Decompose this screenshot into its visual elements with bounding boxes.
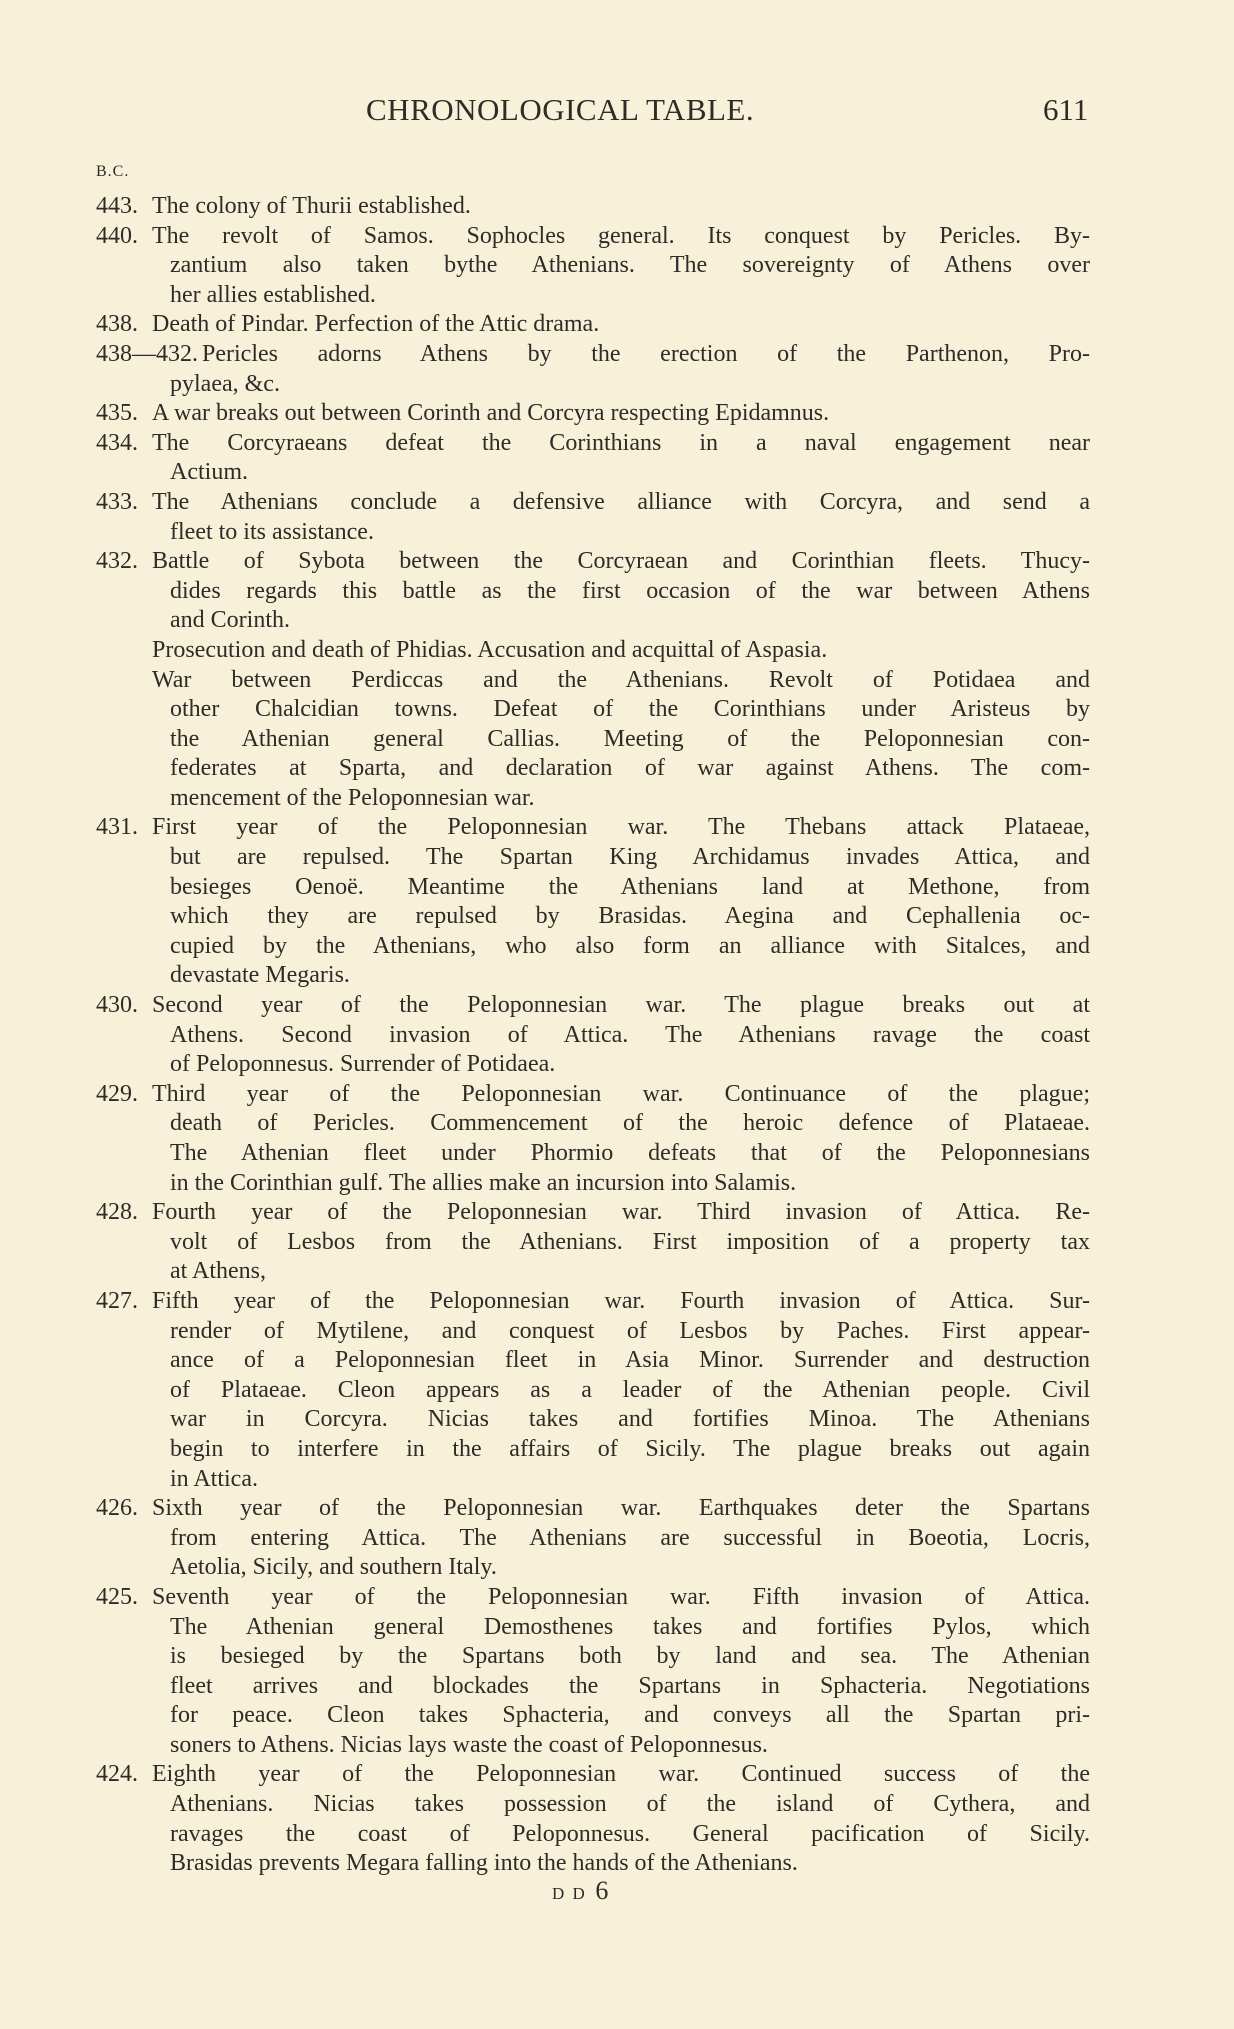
chronology-entry: [96, 1583, 1090, 1761]
entry-year: 431.: [96, 814, 138, 841]
entry-text: Pericles adorns Athens by the erection of the Parthenon, Pro-: [202, 340, 1090, 367]
chronology-entry: [96, 192, 1090, 222]
entry-text: her allies established.: [170, 281, 376, 308]
entry-line: [96, 932, 1090, 962]
entry-line: [96, 1228, 1090, 1258]
entry-year: 438.: [96, 311, 138, 338]
chronology-entry: [96, 310, 1090, 340]
entry-text: Actium.: [170, 459, 248, 486]
chronology-entry: [96, 547, 1090, 636]
entry-text: dides regards this battle as the first occasion of the war between Athens: [170, 577, 1090, 604]
entry-line: [96, 1849, 1090, 1879]
entry-line: [96, 547, 1090, 577]
entry-text: Third year of the Peloponnesian war. Continuance of the plague;: [152, 1080, 1090, 1107]
entry-text: zantium also taken bythe Athenians. The sovereignty of Athens over: [170, 252, 1090, 279]
entry-text: from entering Attica. The Athenians are successful in Boeotia, Locris,: [170, 1524, 1090, 1551]
entry-year: 438—432.: [96, 340, 198, 367]
entry-text: of Peloponnesus. Surrender of Potidaea.: [170, 1051, 556, 1078]
entry-year: 428.: [96, 1199, 138, 1226]
entry-line: [96, 961, 1090, 991]
entry-line: [96, 725, 1090, 755]
entry-line: [96, 222, 1090, 252]
entry-text: but are repulsed. The Spartan King Archidamus invades Attica, and: [170, 844, 1090, 871]
entry-line: [96, 370, 1090, 400]
entry-text: the Athenian general Callias. Meeting of the Peloponnesian con-: [170, 725, 1090, 752]
entry-line: [96, 1257, 1090, 1287]
entry-text: is besieged by the Spartans both by land and sea. The Athenian: [170, 1643, 1090, 1670]
entry-line: [96, 1198, 1090, 1228]
entry-text: of Plataeae. Cleon appears as a leader of the Athenian people. Civil: [170, 1376, 1090, 1403]
entry-text: federates at Sparta, and declaration of war against Athens. The com-: [170, 755, 1090, 782]
entry-line: [96, 340, 1090, 370]
running-header-title: CHRONOLOGICAL TABLE.: [366, 92, 755, 127]
entry-text: The Athenian general Demosthenes takes and fortifies Pylos, which: [170, 1613, 1090, 1640]
entry-line: [96, 843, 1090, 873]
chronology-entry: [96, 429, 1090, 488]
chronology-entry: [96, 340, 1090, 399]
entry-text: Second year of the Peloponnesian war. The plague breaks out at: [152, 992, 1090, 1019]
entry-text: The Corcyraeans defeat the Corinthians in a naval engagement near: [152, 429, 1090, 456]
entry-line: [96, 1405, 1090, 1435]
entry-line: [96, 1731, 1090, 1761]
entry-text: in Attica.: [170, 1465, 258, 1492]
entry-year: 433.: [96, 488, 138, 515]
entry-text: The colony of Thurii established.: [152, 193, 471, 219]
entry-line: [96, 1760, 1090, 1790]
entry-line: [96, 1021, 1090, 1051]
entry-line: [96, 666, 1090, 696]
entry-line: [96, 873, 1090, 903]
entry-year: 432.: [96, 548, 138, 575]
entry-line: [96, 1050, 1090, 1080]
entry-text: pylaea, &c.: [170, 370, 280, 397]
entry-line: [96, 281, 1090, 311]
entry-text: cupied by the Athenians, who also form an alliance with Sitalces, and: [170, 932, 1090, 959]
entry-line: [96, 488, 1090, 518]
entry-line: [96, 192, 1090, 222]
entry-line: [96, 606, 1090, 636]
entry-text: devastate Megaris.: [170, 962, 350, 989]
era-label: B.C.: [96, 163, 130, 180]
entry-line: [96, 458, 1090, 488]
page-number: 611: [1043, 92, 1089, 127]
chronology-entry: [96, 636, 1090, 666]
entry-text: The Athenians conclude a defensive alliance with Corcyra, and send a: [152, 488, 1090, 515]
entry-text: The revolt of Samos. Sophocles general. Its conquest by Pericles. By-: [152, 222, 1090, 249]
entry-line: [96, 1109, 1090, 1139]
entry-year: 425.: [96, 1583, 138, 1610]
entry-text: A war breaks out between Corinth and Corcyra respecting Epidamnus.: [152, 400, 830, 427]
entry-line: [96, 1790, 1090, 1820]
entry-line: [96, 1524, 1090, 1554]
entry-line: [96, 1553, 1090, 1583]
entry-text: in the Corinthian gulf. The allies make an incursion into Salamis.: [170, 1169, 797, 1196]
entry-line: [96, 991, 1090, 1021]
entry-line: [96, 636, 1090, 666]
entry-text: Athens. Second invasion of Attica. The Athenians ravage the coast: [170, 1021, 1090, 1048]
entry-text: Seventh year of the Peloponnesian war. Fifth invasion of Attica.: [152, 1583, 1090, 1610]
entry-text: war in Corcyra. Nicias takes and fortifies Minoa. The Athenians: [170, 1406, 1090, 1433]
entry-line: [96, 902, 1090, 932]
entry-line: [96, 1820, 1090, 1850]
entry-text: Prosecution and death of Phidias. Accusation and acquittal of Aspasia.: [152, 636, 828, 663]
entry-line: [96, 1701, 1090, 1731]
entry-text: Fourth year of the Peloponnesian war. Third invasion of Attica. Re-: [152, 1199, 1090, 1226]
entry-line: [96, 1346, 1090, 1376]
entry-text: other Chalcidian towns. Defeat of the Corinthians under Aristeus by: [170, 696, 1090, 723]
entry-line: [96, 310, 1090, 340]
entry-text: Battle of Sybota between the Corcyraean and Corinthian fleets. Thucy-: [152, 548, 1090, 575]
entry-line: [96, 518, 1090, 548]
chronology-entry: [96, 1287, 1090, 1494]
entry-text: ance of a Peloponnesian fleet in Asia Minor. Surrender and destruction: [170, 1347, 1090, 1374]
entry-line: [96, 1169, 1090, 1199]
chronology-entry: [96, 991, 1090, 1080]
entry-line: [96, 1672, 1090, 1702]
entry-text: fleet to its assistance.: [170, 518, 374, 545]
entry-year: 443.: [96, 193, 138, 219]
chronology-entry: [96, 399, 1090, 429]
entry-year: 426.: [96, 1495, 138, 1522]
entry-text: render of Mytilene, and conquest of Lesbos by Paches. First appear-: [170, 1317, 1090, 1344]
entry-text: Sixth year of the Peloponnesian war. Earthquakes deter the Spartans: [152, 1495, 1090, 1522]
entry-year: 434.: [96, 429, 138, 456]
signature-letters: D D: [552, 1884, 587, 1903]
chronology-entry: [96, 1198, 1090, 1287]
entry-text: First year of the Peloponnesian war. The Thebans attack Plataeae,: [152, 814, 1090, 841]
entry-line: [96, 1376, 1090, 1406]
entry-line: [96, 399, 1090, 429]
entry-line: [96, 577, 1090, 607]
entry-text: soners to Athens. Nicias lays waste the coast of Peloponnesus.: [170, 1731, 768, 1758]
entry-line: [96, 1317, 1090, 1347]
entry-line: [96, 1494, 1090, 1524]
entry-line: [96, 1080, 1090, 1110]
entry-year: 427.: [96, 1287, 138, 1314]
entry-text: Brasidas prevents Megara falling into the hands of the Athenians.: [170, 1850, 798, 1877]
entry-text: begin to interfere in the affairs of Sicily. The plague breaks out again: [170, 1435, 1090, 1462]
entry-year: 430.: [96, 992, 138, 1019]
entry-text: Athenians. Nicias takes possession of the island of Cythera, and: [170, 1791, 1090, 1818]
chronology-entry: [96, 222, 1090, 311]
entry-year: 435.: [96, 400, 138, 427]
entry-text: Fifth year of the Peloponnesian war. Fourth invasion of Attica. Sur-: [152, 1287, 1090, 1314]
chronology-entry: [96, 666, 1090, 814]
entry-line: [96, 1435, 1090, 1465]
entry-text: mencement of the Peloponnesian war.: [170, 784, 535, 811]
entry-year: 429.: [96, 1080, 138, 1107]
entry-text: which they are repulsed by Brasidas. Aegina and Cephallenia oc-: [170, 903, 1090, 930]
entry-text: Eighth year of the Peloponnesian war. Continued success of the: [152, 1761, 1090, 1788]
entry-text: death of Pericles. Commencement of the heroic defence of Plataeae.: [170, 1110, 1090, 1137]
entry-line: [96, 1465, 1090, 1495]
chronology-entry: [96, 488, 1090, 547]
entry-line: [96, 1613, 1090, 1643]
signature-mark: [552, 1876, 610, 1909]
chronology-entries: [96, 192, 1090, 1879]
entry-text: ravages the coast of Peloponnesus. General pacification of Sicily.: [170, 1820, 1090, 1847]
chronology-entry: [96, 813, 1090, 991]
entry-text: volt of Lesbos from the Athenians. First imposition of a property tax: [170, 1228, 1090, 1255]
entry-line: [96, 1583, 1090, 1613]
entry-text: for peace. Cleon takes Sphacteria, and conveys all the Spartan pri-: [170, 1702, 1090, 1729]
entry-line: [96, 754, 1090, 784]
entry-line: [96, 1642, 1090, 1672]
entry-text: The Athenian fleet under Phormio defeats that of the Peloponnesians: [170, 1140, 1090, 1166]
entry-text: War between Perdiccas and the Athenians. Revolt of Potidaea and: [152, 666, 1090, 693]
entry-text: besieges Oenoë. Meantime the Athenians land at Methone, from: [170, 873, 1090, 900]
entry-line: [96, 1287, 1090, 1317]
entry-line: [96, 429, 1090, 459]
entry-line: [96, 251, 1090, 281]
chronology-entry: [96, 1080, 1090, 1198]
entry-line: [96, 813, 1090, 843]
entry-text: at Athens,: [170, 1258, 266, 1285]
signature-number: 6: [595, 1876, 611, 1905]
chronology-entry: [96, 1494, 1090, 1583]
entry-text: fleet arrives and blockades the Spartans in Sphacteria. Negotiations: [170, 1672, 1090, 1699]
entry-line: [96, 695, 1090, 725]
entry-text: Death of Pindar. Perfection of the Attic drama.: [152, 311, 600, 338]
chronology-entry: [96, 1760, 1090, 1878]
entry-text: and Corinth.: [170, 607, 290, 634]
entry-year: 440.: [96, 222, 138, 249]
entry-year: 424.: [96, 1761, 138, 1788]
entry-text: Aetolia, Sicily, and southern Italy.: [170, 1554, 497, 1581]
entry-line: [96, 1139, 1090, 1169]
entry-line: [96, 784, 1090, 814]
